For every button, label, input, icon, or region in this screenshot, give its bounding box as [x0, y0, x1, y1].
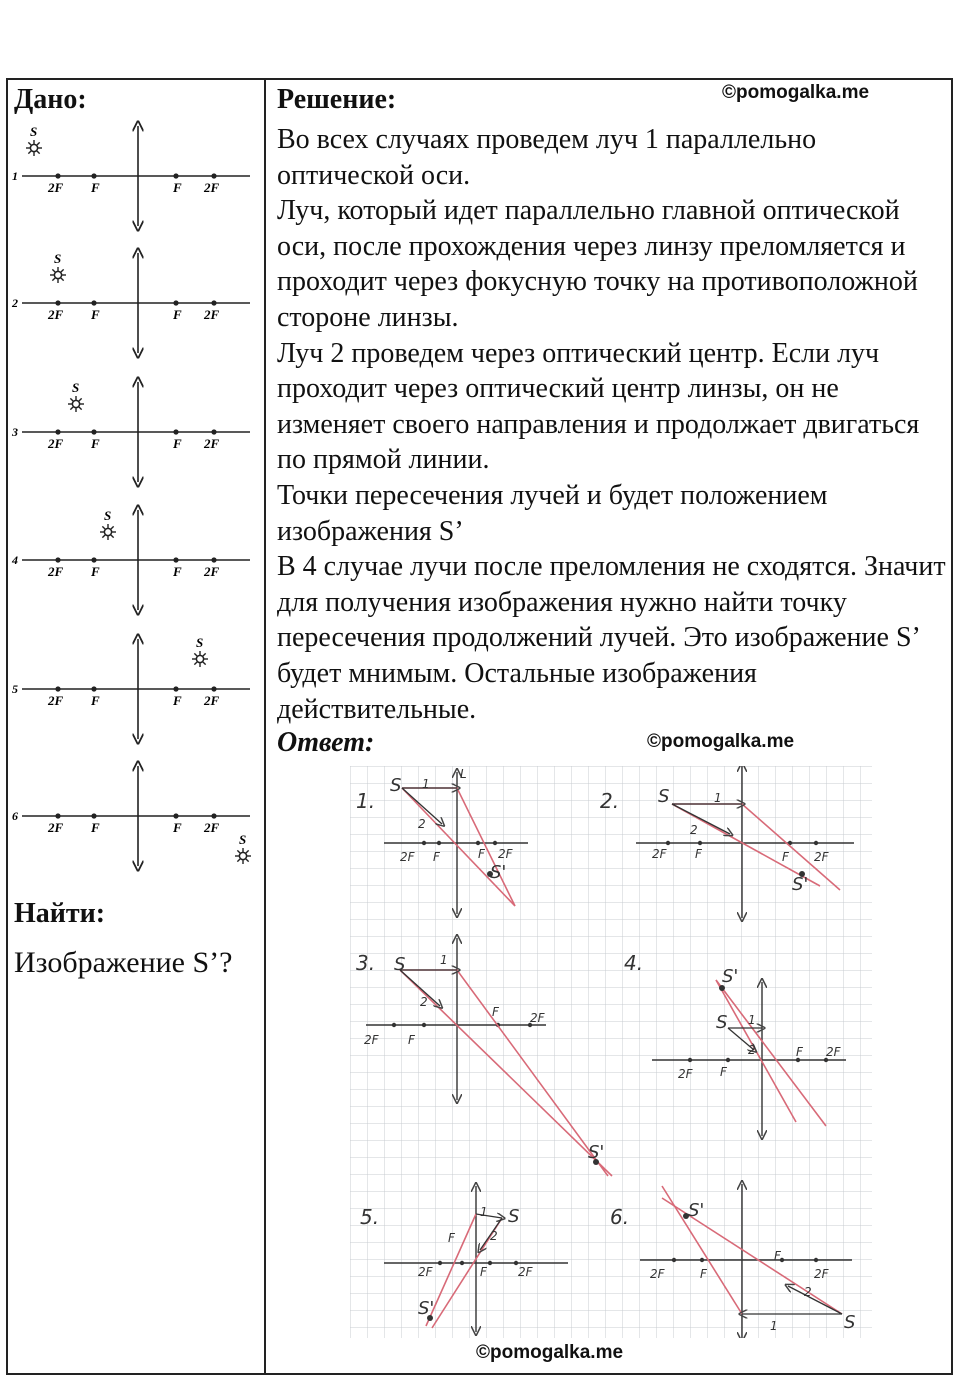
focal-point-dot	[173, 686, 178, 691]
panel-label: F	[774, 1249, 781, 1263]
focal-point-dot	[91, 557, 96, 562]
diagram-number: 1	[12, 169, 18, 183]
diagram-number: 2	[12, 296, 18, 310]
focal-point-label: 2F	[48, 693, 64, 708]
panel-label: F	[700, 1267, 707, 1281]
column-divider	[264, 78, 266, 1375]
panel-number: 5.	[360, 1205, 380, 1229]
star-ray	[70, 398, 73, 401]
watermark-bottom: ©pomogalka.me	[476, 1342, 624, 1363]
panel-label: 2F	[826, 1045, 841, 1059]
panel-label: 2F	[678, 1067, 693, 1081]
focal-point-dot	[173, 429, 178, 434]
source-label: S	[72, 380, 80, 395]
panel-label: 2F	[814, 850, 829, 864]
panel-focal-dot	[726, 1058, 730, 1062]
focal-point-dot	[211, 300, 216, 305]
star-core	[72, 400, 79, 407]
solution-paragraph: Луч, который идет параллельно главной оптической оси, после прохождения через линзу преломляется и проходит через фокусную точку на противоположной стороне линзы.	[277, 195, 918, 333]
focal-point-label: 2F	[48, 307, 64, 322]
panel-label: F	[796, 1045, 803, 1059]
diagram-number: 4	[12, 553, 18, 567]
focal-point-dot	[55, 429, 60, 434]
source-star-icon	[26, 140, 42, 156]
star-ray	[102, 535, 105, 538]
focal-point-label: 2F	[204, 307, 220, 322]
panel-label: S	[716, 1012, 728, 1033]
panel-number: 2.	[600, 789, 620, 813]
find-text: Изображение S’?	[14, 946, 233, 979]
panel-label: 2F	[400, 850, 415, 864]
focal-point-label: F	[91, 307, 100, 322]
panel-label: F	[720, 1065, 727, 1079]
focal-point-label: F	[91, 693, 100, 708]
star-ray	[194, 662, 197, 665]
solution-text	[277, 122, 947, 727]
diagram-number: 5	[12, 682, 18, 696]
focal-point-dot	[55, 173, 60, 178]
focal-point-dot	[211, 173, 216, 178]
star-ray	[79, 398, 82, 401]
panel-label: 2F	[652, 847, 667, 861]
given-diagram	[12, 635, 250, 739]
panel-label: F	[782, 850, 789, 864]
star-ray	[246, 859, 249, 862]
focal-point-dot	[211, 557, 216, 562]
panel-focal-dot	[698, 841, 702, 845]
panel-label: F	[448, 1231, 455, 1245]
panel-focal-dot	[700, 1258, 704, 1262]
source-star-icon	[235, 848, 251, 864]
panel-label: 2F	[418, 1265, 433, 1279]
focal-point-dot	[91, 173, 96, 178]
star-ray	[237, 859, 240, 862]
panel-label: 2F	[498, 847, 513, 861]
panel-label: 2	[490, 1229, 498, 1243]
panel-label: 1	[480, 1205, 488, 1219]
solution-paragraph: В 4 случае лучи после преломления не сходятся. Значит для получения изображения нужно найти точку пересечения продолжений лучей. Это изображение S’ будет мнимым. Остальные изображения действительные.	[277, 551, 946, 725]
panel-label: F	[478, 847, 485, 861]
star-core	[239, 852, 246, 859]
diagram-number: 3	[12, 425, 18, 439]
focal-point-dot	[55, 686, 60, 691]
star-ray	[61, 269, 64, 272]
panel-label: S'	[792, 874, 809, 895]
star-ray	[28, 142, 31, 145]
panel-label: 1	[748, 1013, 756, 1027]
focal-point-dot	[55, 557, 60, 562]
panel-focal-dot	[437, 841, 441, 845]
panel-focal-dot	[814, 1258, 818, 1262]
focal-point-label: 2F	[48, 436, 64, 451]
panel-label: 2F	[518, 1265, 533, 1279]
focal-point-label: F	[91, 180, 100, 195]
panel-number: 6.	[610, 1205, 630, 1229]
watermark-middle: ©pomogalka.me	[647, 731, 795, 752]
focal-point-label: 2F	[204, 436, 220, 451]
star-ray	[37, 142, 40, 145]
panel-label: S	[508, 1206, 520, 1227]
answer-graph-paper	[350, 766, 872, 1338]
source-label: S	[30, 124, 38, 139]
given-diagram	[11, 508, 250, 610]
focal-point-label: 2F	[204, 180, 220, 195]
find-title: Найти:	[14, 898, 106, 929]
panel-focal-dot	[672, 1258, 676, 1262]
focal-point-label: F	[173, 564, 182, 579]
focal-point-label: F	[91, 564, 100, 579]
star-ray	[52, 269, 55, 272]
star-ray	[246, 850, 249, 853]
focal-point-dot	[55, 300, 60, 305]
focal-point-dot	[173, 173, 178, 178]
source-label: S	[239, 832, 247, 847]
panel-label: F	[408, 1033, 415, 1047]
star-ray	[79, 407, 82, 410]
panel-label: 2F	[650, 1267, 665, 1281]
focal-point-label: F	[91, 436, 100, 451]
focal-point-label: F	[173, 307, 182, 322]
panel-focal-dot	[392, 1023, 396, 1027]
panel-focal-dot	[476, 841, 480, 845]
panel-focal-dot	[814, 841, 818, 845]
panel-label: F	[695, 847, 702, 861]
focal-point-dot	[55, 813, 60, 818]
solution-paragraph: Луч 2 проведем через оптический центр. Если луч проходит через оптический центр линзы, он не изменяет своего направления и продолжает двигаться по прямой линии.	[277, 337, 920, 476]
solution-paragraph: Во всех случаях проведем луч 1 параллельно оптической оси.	[277, 124, 817, 191]
panel-label: 2F	[364, 1033, 379, 1047]
focal-point-dot	[211, 686, 216, 691]
panel-focal-dot	[438, 1261, 442, 1265]
star-ray	[52, 278, 55, 281]
star-ray	[70, 407, 73, 410]
panel-label: 2F	[814, 1267, 829, 1281]
solution-paragraph: Точки пересечения лучей и будет положением изображения S’	[277, 479, 828, 547]
answer-title: Ответ:	[277, 727, 375, 759]
source-star-icon	[68, 396, 84, 412]
focal-point-label: F	[91, 820, 100, 835]
given-title: Дано:	[14, 84, 87, 115]
watermark-top: ©pomogalka.me	[722, 82, 870, 103]
given-diagram	[12, 766, 251, 866]
star-ray	[203, 662, 206, 665]
panel-focal-dot	[422, 841, 426, 845]
focal-point-label: 2F	[48, 564, 64, 579]
panel-label: 1	[440, 953, 448, 967]
star-core	[196, 655, 203, 662]
focal-point-dot	[91, 686, 96, 691]
panel-label: 2	[804, 1285, 812, 1299]
panel-label: 2	[690, 823, 698, 837]
focal-point-label: 2F	[204, 693, 220, 708]
panel-label: S'	[588, 1142, 605, 1163]
solution-title: Решение:	[277, 84, 397, 115]
panel-label: 1	[714, 791, 722, 805]
focal-point-dot	[91, 429, 96, 434]
star-core	[54, 271, 61, 278]
panel-label: 2	[420, 995, 428, 1009]
panel-number: 1.	[356, 789, 376, 813]
panel-label: 1	[422, 777, 430, 791]
panel-focal-dot	[460, 1261, 464, 1265]
source-label: S	[104, 508, 112, 523]
panel-label: S'	[418, 1298, 435, 1319]
panel-number: 4.	[624, 951, 644, 975]
panel-focal-dot	[666, 841, 670, 845]
star-ray	[203, 653, 206, 656]
given-diagram	[12, 124, 250, 226]
source-star-icon	[50, 267, 66, 283]
star-ray	[61, 278, 64, 281]
solution-column	[277, 84, 947, 759]
star-ray	[194, 653, 197, 656]
focal-point-label: 2F	[204, 564, 220, 579]
panel-label: F	[433, 850, 440, 864]
panel-label: S	[844, 1312, 856, 1333]
focal-point-dot	[211, 429, 216, 434]
panel-label: F	[480, 1265, 487, 1279]
panel-label: S'	[688, 1200, 705, 1221]
panel-label: S	[394, 954, 406, 975]
focal-point-label: F	[173, 693, 182, 708]
panel-focal-dot	[488, 1261, 492, 1265]
panel-label: 1	[770, 1319, 778, 1333]
star-core	[30, 144, 37, 151]
given-diagram	[11, 251, 250, 353]
focal-point-label: 2F	[48, 820, 64, 835]
star-ray	[111, 535, 114, 538]
star-ray	[102, 526, 105, 529]
focal-point-label: F	[173, 180, 182, 195]
focal-point-label: F	[173, 436, 182, 451]
given-diagram	[11, 380, 250, 482]
diagram-number: 6	[12, 809, 18, 823]
panel-label: S'	[490, 862, 507, 883]
source-star-icon	[100, 524, 116, 540]
panel-focal-dot	[422, 1023, 426, 1027]
star-ray	[28, 151, 31, 154]
focal-point-dot	[91, 813, 96, 818]
panel-label: 2	[748, 1043, 756, 1057]
focal-point-label: 2F	[48, 180, 64, 195]
source-star-icon	[192, 651, 208, 667]
panel-label: 2	[418, 817, 426, 831]
panel-focal-dot	[493, 841, 497, 845]
focal-point-dot	[211, 813, 216, 818]
focal-point-dot	[173, 300, 178, 305]
grid-background	[350, 766, 872, 1338]
star-ray	[237, 850, 240, 853]
panel-number: 3.	[356, 951, 376, 975]
source-label: S	[196, 635, 204, 650]
source-label: S	[54, 251, 62, 266]
given-diagrams	[10, 118, 260, 878]
star-ray	[111, 526, 114, 529]
panel-label: 2F	[530, 1011, 545, 1025]
panel-focal-dot	[688, 1058, 692, 1062]
panel-label: S	[390, 775, 402, 796]
given-column	[14, 84, 258, 116]
star-ray	[37, 151, 40, 154]
focal-point-label: 2F	[204, 820, 220, 835]
focal-point-dot	[173, 557, 178, 562]
find-section	[14, 898, 258, 980]
star-core	[104, 528, 111, 535]
focal-point-label: F	[173, 820, 182, 835]
panel-label: S	[658, 786, 670, 807]
focal-point-dot	[91, 300, 96, 305]
focal-point-dot	[173, 813, 178, 818]
panel-label: L	[460, 767, 467, 781]
panel-label: F	[492, 1005, 499, 1019]
panel-label: S'	[722, 966, 739, 987]
